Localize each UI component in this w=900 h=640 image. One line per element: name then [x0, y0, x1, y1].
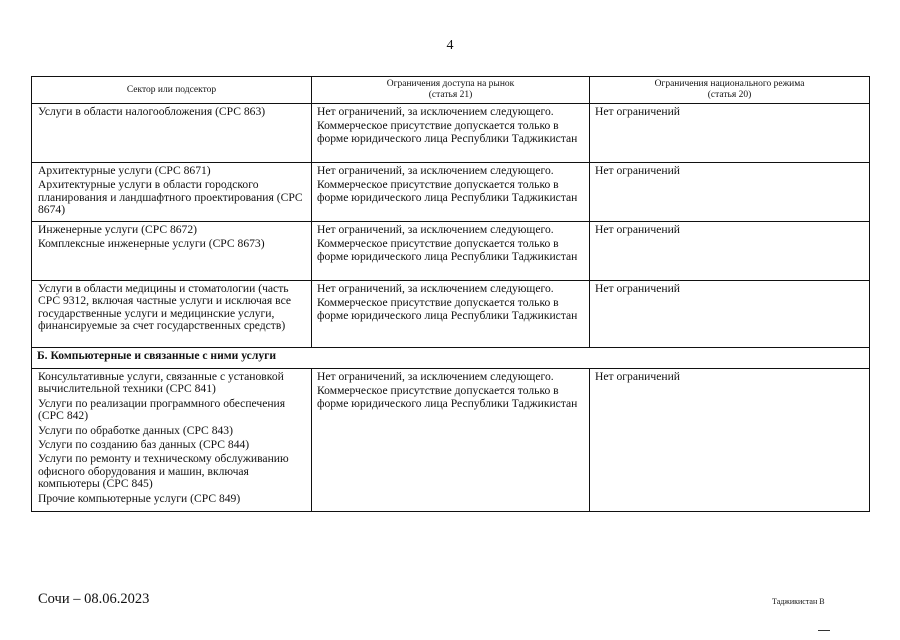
market-access-cell: Нет ограничений, за исключением следующего. Коммерческое присутствие допускается только в форме юридического лица Республики Таджикистан [312, 222, 590, 281]
sector-cell: Архитектурные услуги (СРС 8671) Архитектурные услуги в области городского планирования и ландшафтного проектирования (СРС 8674) [32, 163, 312, 222]
header-sector: Сектор или подсектор [32, 77, 312, 104]
table-row [32, 104, 870, 163]
table-row [32, 163, 870, 222]
national-treatment-cell: Нет ограничений [590, 104, 870, 163]
table-header-row [32, 77, 870, 104]
market-access-cell: Нет ограничений, за исключением следующего. Коммерческое присутствие допускается только в форме юридического лица Республики Таджикистан [312, 163, 590, 222]
national-treatment-cell: Нет ограничений [590, 281, 870, 348]
sector-cell: Инженерные услуги (СРС 8672) Комплексные инженерные услуги (СРС 8673) [32, 222, 312, 281]
table-row [32, 281, 870, 348]
national-treatment-cell: Нет ограничений [590, 163, 870, 222]
page-corner-mark [818, 630, 830, 631]
header-national-treatment: Ограничения национального режима (статья 20) [590, 77, 870, 104]
page-number: 4 [446, 38, 454, 53]
national-treatment-cell: Нет ограничений [590, 369, 870, 512]
sector-cell: Услуги в области налогообложения (СРС 863) [32, 104, 312, 163]
table-row [32, 222, 870, 281]
national-treatment-cell: Нет ограничений [590, 222, 870, 281]
header-market-access: Ограничения доступа на рынок (статья 21) [312, 77, 590, 104]
section-heading-row [32, 348, 870, 369]
sector-cell: Консультативные услуги, связанные с установкой вычислительной техники (СРС 841) Услуги по реализации программного обеспечения (СРС 842) Услуги по обработке данных (СРС 843) Услуги по созданию баз данных (СРС 844) Услуги по ремонту и техническому обслуживанию офисного оборудования и машин, включая компьютеры (СРС 845) Прочие компьютерные услуги (СРС 849) [32, 369, 312, 512]
commitments-table [31, 76, 870, 512]
section-title: Б. Компьютерные и связанные с ними услуги [32, 348, 870, 369]
market-access-cell: Нет ограничений, за исключением следующего. Коммерческое присутствие допускается только в форме юридического лица Республики Таджикистан [312, 369, 590, 512]
sector-cell: Услуги в области медицины и стоматологии (часть СРС 9312, включая частные услуги и исключая все государственные услуги и медицинские услуги, финансируемые за счет государственных средств) [32, 281, 312, 348]
footer-annex-label: Таджикистан В [772, 597, 825, 606]
market-access-cell: Нет ограничений, за исключением следующего. Коммерческое присутствие допускается только в форме юридического лица Республики Таджикистан [312, 281, 590, 348]
market-access-cell: Нет ограничений, за исключением следующего. Коммерческое присутствие допускается только в форме юридического лица Республики Таджикистан [312, 104, 590, 163]
footer-place-date: Сочи – 08.06.2023 [38, 591, 150, 607]
table-row [32, 369, 870, 512]
